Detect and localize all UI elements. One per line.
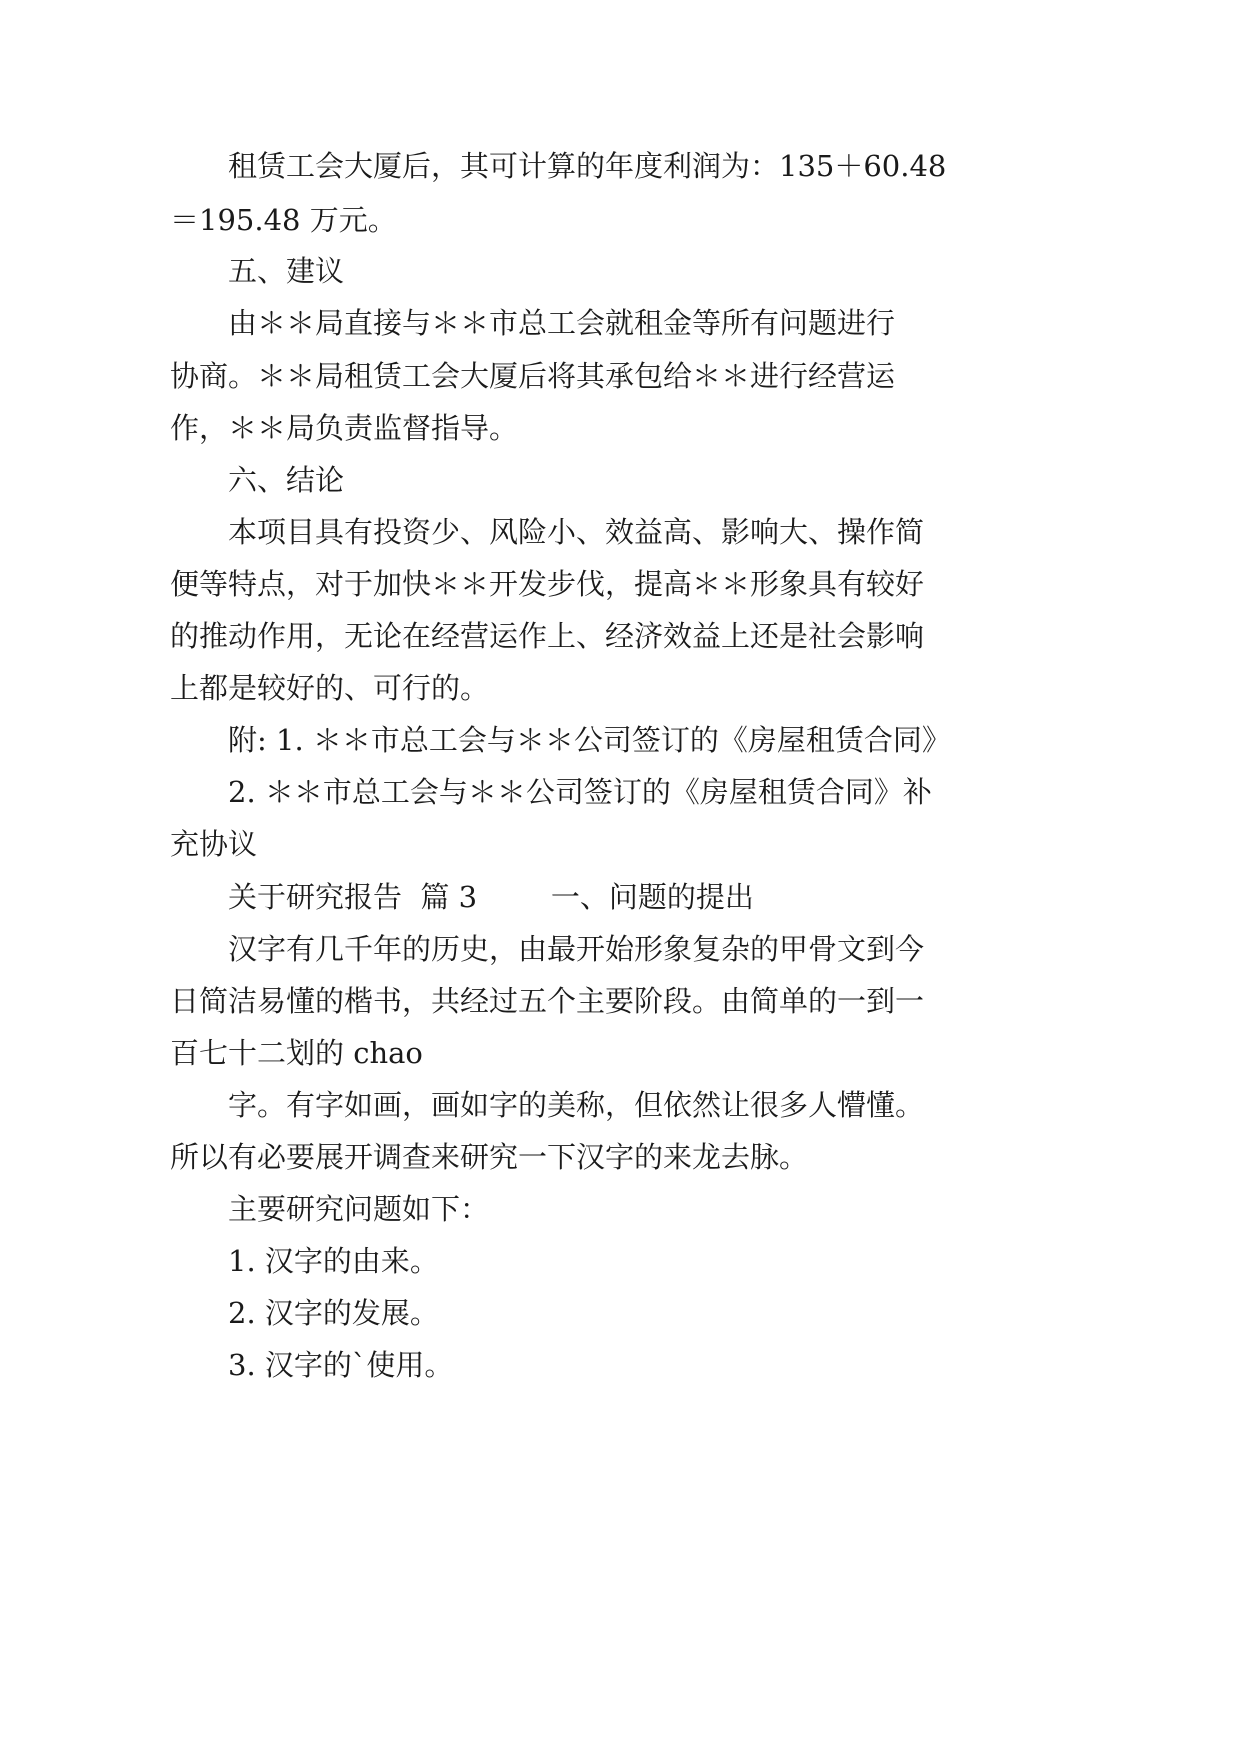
list-item: 3. 汉字的`使用。	[228, 1348, 454, 1382]
section-heading: 五、建议	[228, 254, 345, 288]
text-line: 附: 1. ＊＊市总工会与＊＊公司签订的《房屋租赁合同》	[228, 723, 951, 757]
text-line: 上都是较好的、可行的。	[170, 671, 490, 705]
text-line: 2. ＊＊市总工会与＊＊公司签订的《房屋租赁合同》补	[228, 775, 932, 809]
text-line: 由＊＊局直接与＊＊市总工会就租金等所有问题进行	[228, 306, 896, 340]
text-line: 字。有字如画，画如字的美称，但依然让很多人懵懂。	[228, 1088, 925, 1122]
text-line: 百七十二划的 chao	[170, 1036, 423, 1070]
text-line: 汉字有几千年的历史，由最开始形象复杂的甲骨文到今	[228, 932, 925, 966]
text-line: 租赁工会大厦后，其可计算的年度利润为：135＋60.48	[228, 149, 947, 183]
text-line: 充协议	[170, 827, 258, 861]
text-line: 便等特点，对于加快＊＊开发步伐，提高＊＊形象具有较好	[170, 567, 925, 601]
list-item: 1. 汉字的由来。	[228, 1244, 439, 1278]
text-line: 主要研究问题如下：	[228, 1192, 490, 1226]
text-line: 作，＊＊局负责监督指导。	[170, 411, 519, 445]
list-item: 2. 汉字的发展。	[228, 1296, 439, 1330]
section-heading: 关于研究报告 篇 3 一、问题的提出	[228, 880, 754, 914]
text-line: 的推动作用，无论在经营运作上、经济效益上还是社会影响	[170, 619, 925, 653]
text-line: ＝195.48 万元。	[170, 203, 397, 237]
text-line: 本项目具有投资少、风险小、效益高、影响大、操作简	[228, 515, 925, 549]
section-heading: 六、结论	[228, 463, 345, 497]
text-line: 协商。＊＊局租赁工会大厦后将其承包给＊＊进行经营运	[170, 359, 896, 393]
text-line: 所以有必要展开调查来研究一下汉字的来龙去脉。	[170, 1140, 809, 1174]
text-line: 日简洁易懂的楷书，共经过五个主要阶段。由简单的一到一	[170, 984, 925, 1018]
